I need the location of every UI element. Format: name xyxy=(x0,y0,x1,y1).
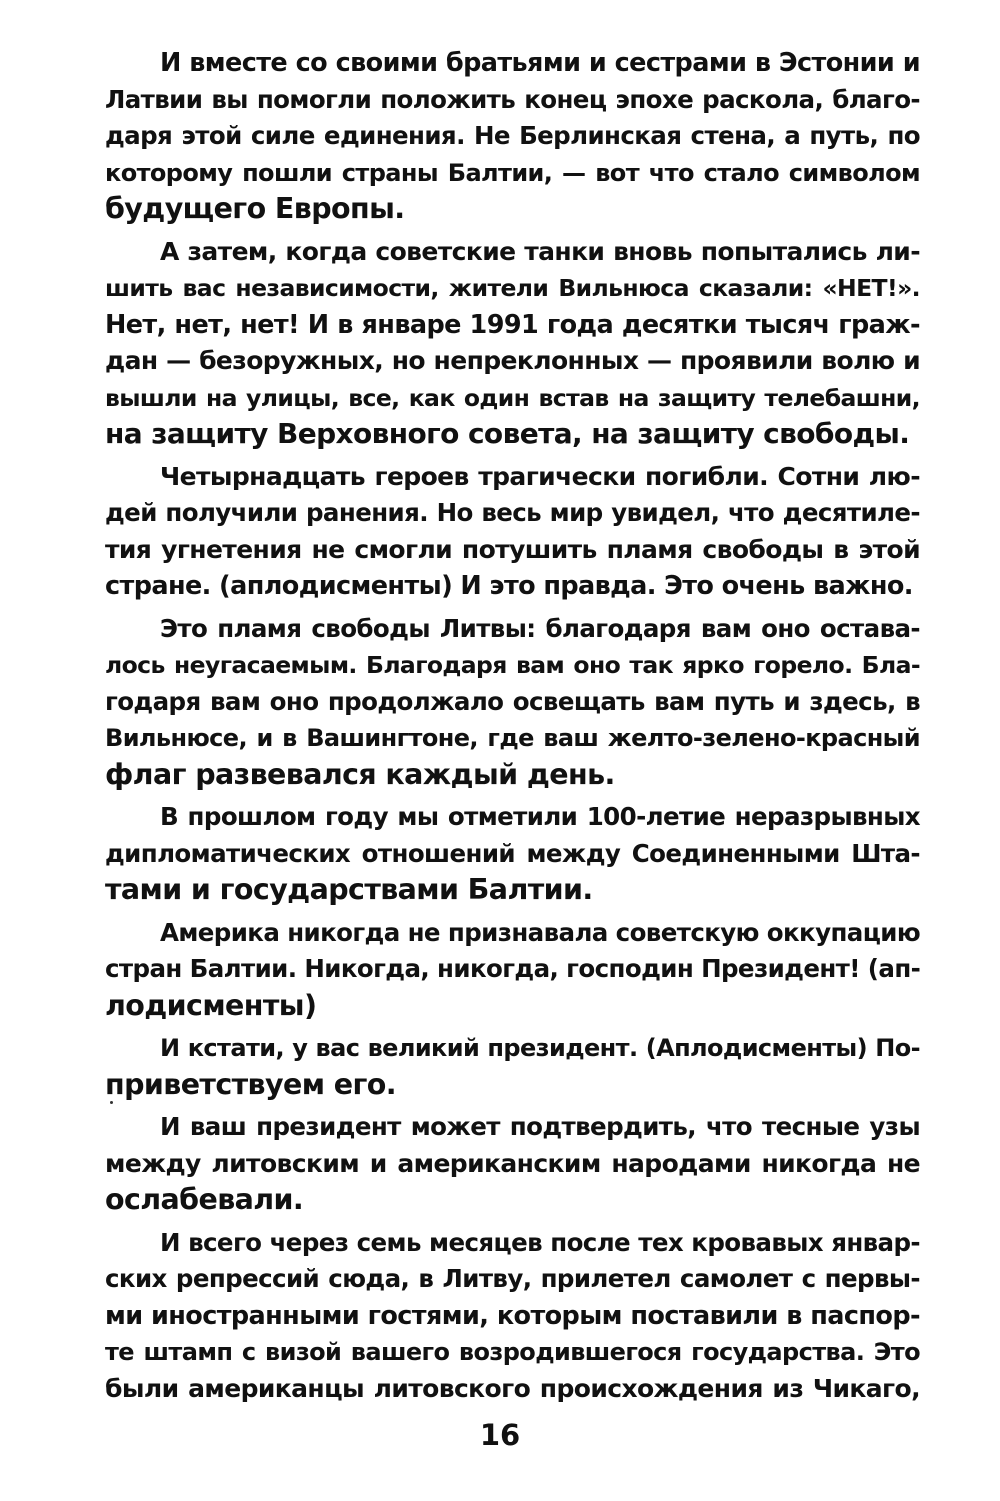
text-line: стране. (аплодисменты) И это правда. Это очень важно. xyxy=(105,571,913,601)
text-line: шить вас независимости, жители Вильнюса сказали: «НЕТ!». xyxy=(105,274,920,302)
text-line: тами и государствами Балтии. xyxy=(105,873,593,906)
paragraph-3 xyxy=(105,459,920,605)
paragraph-2 xyxy=(105,234,920,453)
text-line: ми иностранными гостями, которым поставили в паспор- xyxy=(105,1300,920,1331)
text-line: которому пошли страны Балтии, — вот что стало символом xyxy=(105,158,920,187)
text-line: дипломатических отношений между Соединенными Шта- xyxy=(105,838,920,868)
text-line: Нет, нет, нет! И в январе 1991 года десятки тысяч граж- xyxy=(105,309,920,340)
text-line: дан — безоружных, но непреклонных — проявили волю и xyxy=(105,346,920,375)
text-line: приветствуем его. xyxy=(105,1067,396,1101)
page-text xyxy=(105,45,920,1413)
paragraph-8 xyxy=(105,1109,920,1219)
paragraph-6 xyxy=(105,915,920,1025)
paragraph-5 xyxy=(105,799,920,909)
text-line: А затем, когда советские танки вновь попытались ли- xyxy=(160,236,920,266)
text-line: Вильнюсе, и в Вашингтоне, где ваш желто-зелено-красный xyxy=(105,724,920,752)
text-line: между литовским и американским народами никогда не xyxy=(105,1148,920,1178)
text-line: И ваш президент может подтвердить, что тесные узы xyxy=(160,1112,920,1141)
text-line: дей получили ранения. Но весь мир увидел, что десятиле- xyxy=(105,498,920,527)
text-line: И кстати, у вас великий президент. (Аплодисменты) По- xyxy=(160,1034,920,1062)
text-line: даря этой силе единения. Не Берлинская стена, а путь, по xyxy=(105,121,920,150)
page-number: 16 xyxy=(479,1418,521,1452)
text-line: стран Балтии. Никогда, никогда, господин Президент! (ап- xyxy=(105,954,921,983)
paragraph-7 xyxy=(105,1030,920,1103)
paragraph-9 xyxy=(105,1225,920,1408)
print-speck xyxy=(110,1101,113,1104)
text-line: лось неугасаемым. Благодаря вам оно так ярко горело. Бла- xyxy=(105,651,920,679)
text-line: годаря вам оно продолжало освещать вам путь и здесь, в xyxy=(105,686,920,716)
text-line: на защиту Верховного совета, на защиту свободы. xyxy=(105,417,910,450)
text-line: И вместе со своими братьями и сестрами в Эстонии и xyxy=(160,48,920,78)
text-line: Америка никогда не признавала советскую оккупацию xyxy=(160,917,921,947)
text-line: Латвии вы помогли положить конец эпохе раскола, благо- xyxy=(105,84,920,114)
text-line: И всего через семь месяцев после тех кровавых январ- xyxy=(160,1227,920,1257)
paragraph-1 xyxy=(105,45,920,228)
text-line: ослабевали. xyxy=(105,1183,304,1216)
text-line: флаг развевался каждый день. xyxy=(105,757,615,791)
text-line: те штамп с визой вашего возродившегося государства. Это xyxy=(105,1338,920,1366)
text-line: были американцы литовского происхождения из Чикаго, xyxy=(105,1373,920,1403)
text-line: Четырнадцать героев трагически погибли. Сотни лю- xyxy=(160,461,920,491)
text-line: лодисменты) xyxy=(105,988,317,1022)
text-line: В прошлом году мы отметили 100-летие неразрывных xyxy=(160,802,920,831)
text-line: Это пламя свободы Литвы: благодаря вам оно остава- xyxy=(160,613,920,643)
text-line: ских репрессий сюда, в Литву, прилетел самолет с первы- xyxy=(105,1264,920,1293)
text-line: будущего Европы. xyxy=(105,192,405,225)
paragraph-4 xyxy=(105,611,920,794)
text-line: вышли на улицы, все, как один встав на защиту телебашни, xyxy=(105,383,920,412)
text-line: тия угнетения не смогли потушить пламя свободы в этой xyxy=(105,534,920,564)
